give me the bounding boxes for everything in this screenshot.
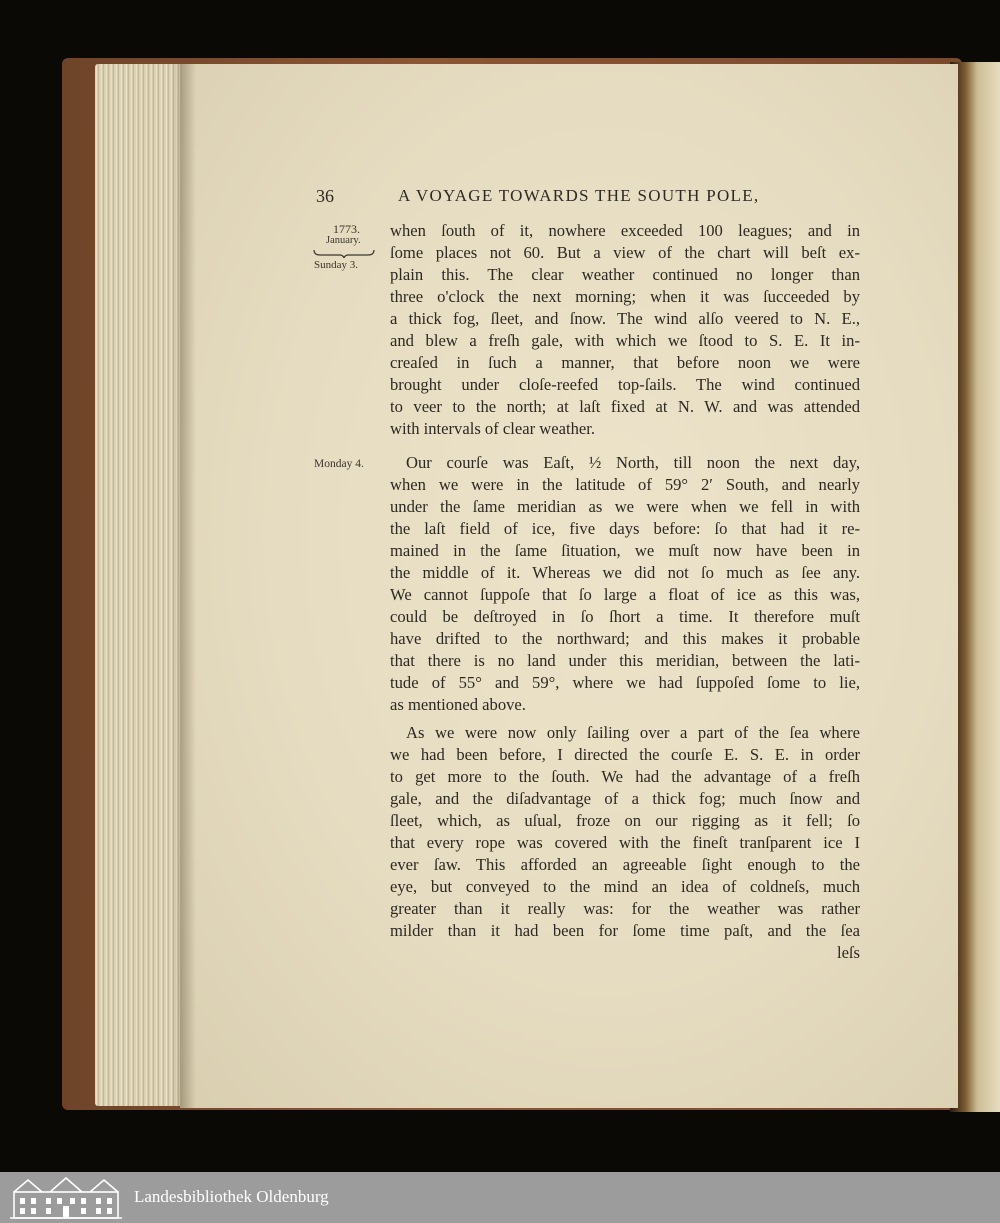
text-line: the middle of it. Whereas we did not ſo much as ſee any. xyxy=(390,563,860,582)
text-line: gale, and the diſadvantage of a thick fog; much ſnow and xyxy=(390,789,860,808)
text-line: and blew a freſh gale, with which we ſtood to S. E. It in- xyxy=(390,331,860,350)
text-line: as mentioned above. xyxy=(390,695,526,714)
text-line: creaſed in ſuch a manner, that before noon we were xyxy=(390,353,860,372)
text-line: ſleet, which, as uſual, froze on our rigging as it fell; ſo xyxy=(390,811,860,830)
text-line: milder than it had been for ſome time paſt, and the ſea xyxy=(390,921,860,940)
text-line: under the ſame meridian as we were when we fell in with xyxy=(390,497,860,516)
catchword: leſs xyxy=(836,943,860,962)
text-line: greater than it really was: for the weather was rather xyxy=(390,899,860,918)
paragraph-1 xyxy=(390,220,860,440)
text-line: three o'clock the next morning; when it was ſucceeded by xyxy=(390,287,860,306)
library-building-icon xyxy=(8,1176,124,1220)
text-line: brought under cloſe-reefed top-ſails. The wind continued xyxy=(390,375,860,394)
running-title: A VOYAGE TOWARDS THE SOUTH POLE, xyxy=(398,186,760,205)
text-line: Our courſe was Eaſt, ½ North, till noon the next day, xyxy=(406,453,860,472)
margin-note-year: 1773. xyxy=(333,222,360,236)
text-line: when we were in the latitude of 59° 2′ South, and nearly xyxy=(390,475,860,494)
text-line: a thick fog, ſleet, and ſnow. The wind alſo veered to N. E., xyxy=(390,309,860,328)
text-line: We cannot ſuppoſe that ſo large a float of ice as this was, xyxy=(390,585,860,604)
text-line: As we were now only ſailing over a part of the ſea where xyxy=(406,723,860,742)
margin-brace xyxy=(312,248,376,258)
text-line: we had been before, I directed the courſe E. S. E. in order xyxy=(390,745,860,764)
text-line: to veer to the north; at laſt fixed at N. W. and was attended xyxy=(390,397,860,416)
text-line: eye, but conveyed to the mind an idea of coldneſs, much xyxy=(390,877,860,896)
text-line: have drifted to the northward; and this makes it probable xyxy=(390,629,860,648)
text-line: plain this. The clear weather continued no longer than xyxy=(390,265,860,284)
margin-note-month: January. xyxy=(326,235,361,246)
paragraph-3 xyxy=(390,722,860,964)
text-line: when ſouth of it, nowhere exceeded 100 leagues; and in xyxy=(390,221,860,240)
text-line: that there is no land under this meridian, between the lati- xyxy=(390,651,860,670)
text-line: to get more to the ſouth. We had the advantage of a freſh xyxy=(390,767,860,786)
library-name: Landesbibliothek Oldenburg xyxy=(134,1187,329,1206)
text-line: with intervals of clear weather. xyxy=(390,419,596,438)
paragraph-2 xyxy=(390,452,860,716)
text-line: that every rope was covered with the fineſt tranſparent ice I xyxy=(390,833,860,852)
margin-note-sunday: Sunday 3. xyxy=(314,259,358,271)
text-line: ſome places not 60. But a view of the chart will beſt ex- xyxy=(390,243,860,262)
text-line: tude of 55° and 59°, where we had ſuppoſed ſome to lie, xyxy=(390,673,860,692)
text-line: ever ſaw. This afforded an agreeable ſight enough to the xyxy=(390,855,860,874)
page-header xyxy=(0,186,1000,210)
margin-note-monday: Monday 4. xyxy=(314,458,364,470)
gutter-shadow xyxy=(180,64,196,1108)
text-line: the laſt field of ice, five days before: ſo that had it re- xyxy=(390,519,860,538)
text-line: mained in the ſame ſituation, we muſt now have been in xyxy=(390,541,860,560)
text-line: could be deſtroyed in ſo ſhort a time. It therefore muſt xyxy=(390,607,860,626)
page-number: 36 xyxy=(316,186,334,206)
